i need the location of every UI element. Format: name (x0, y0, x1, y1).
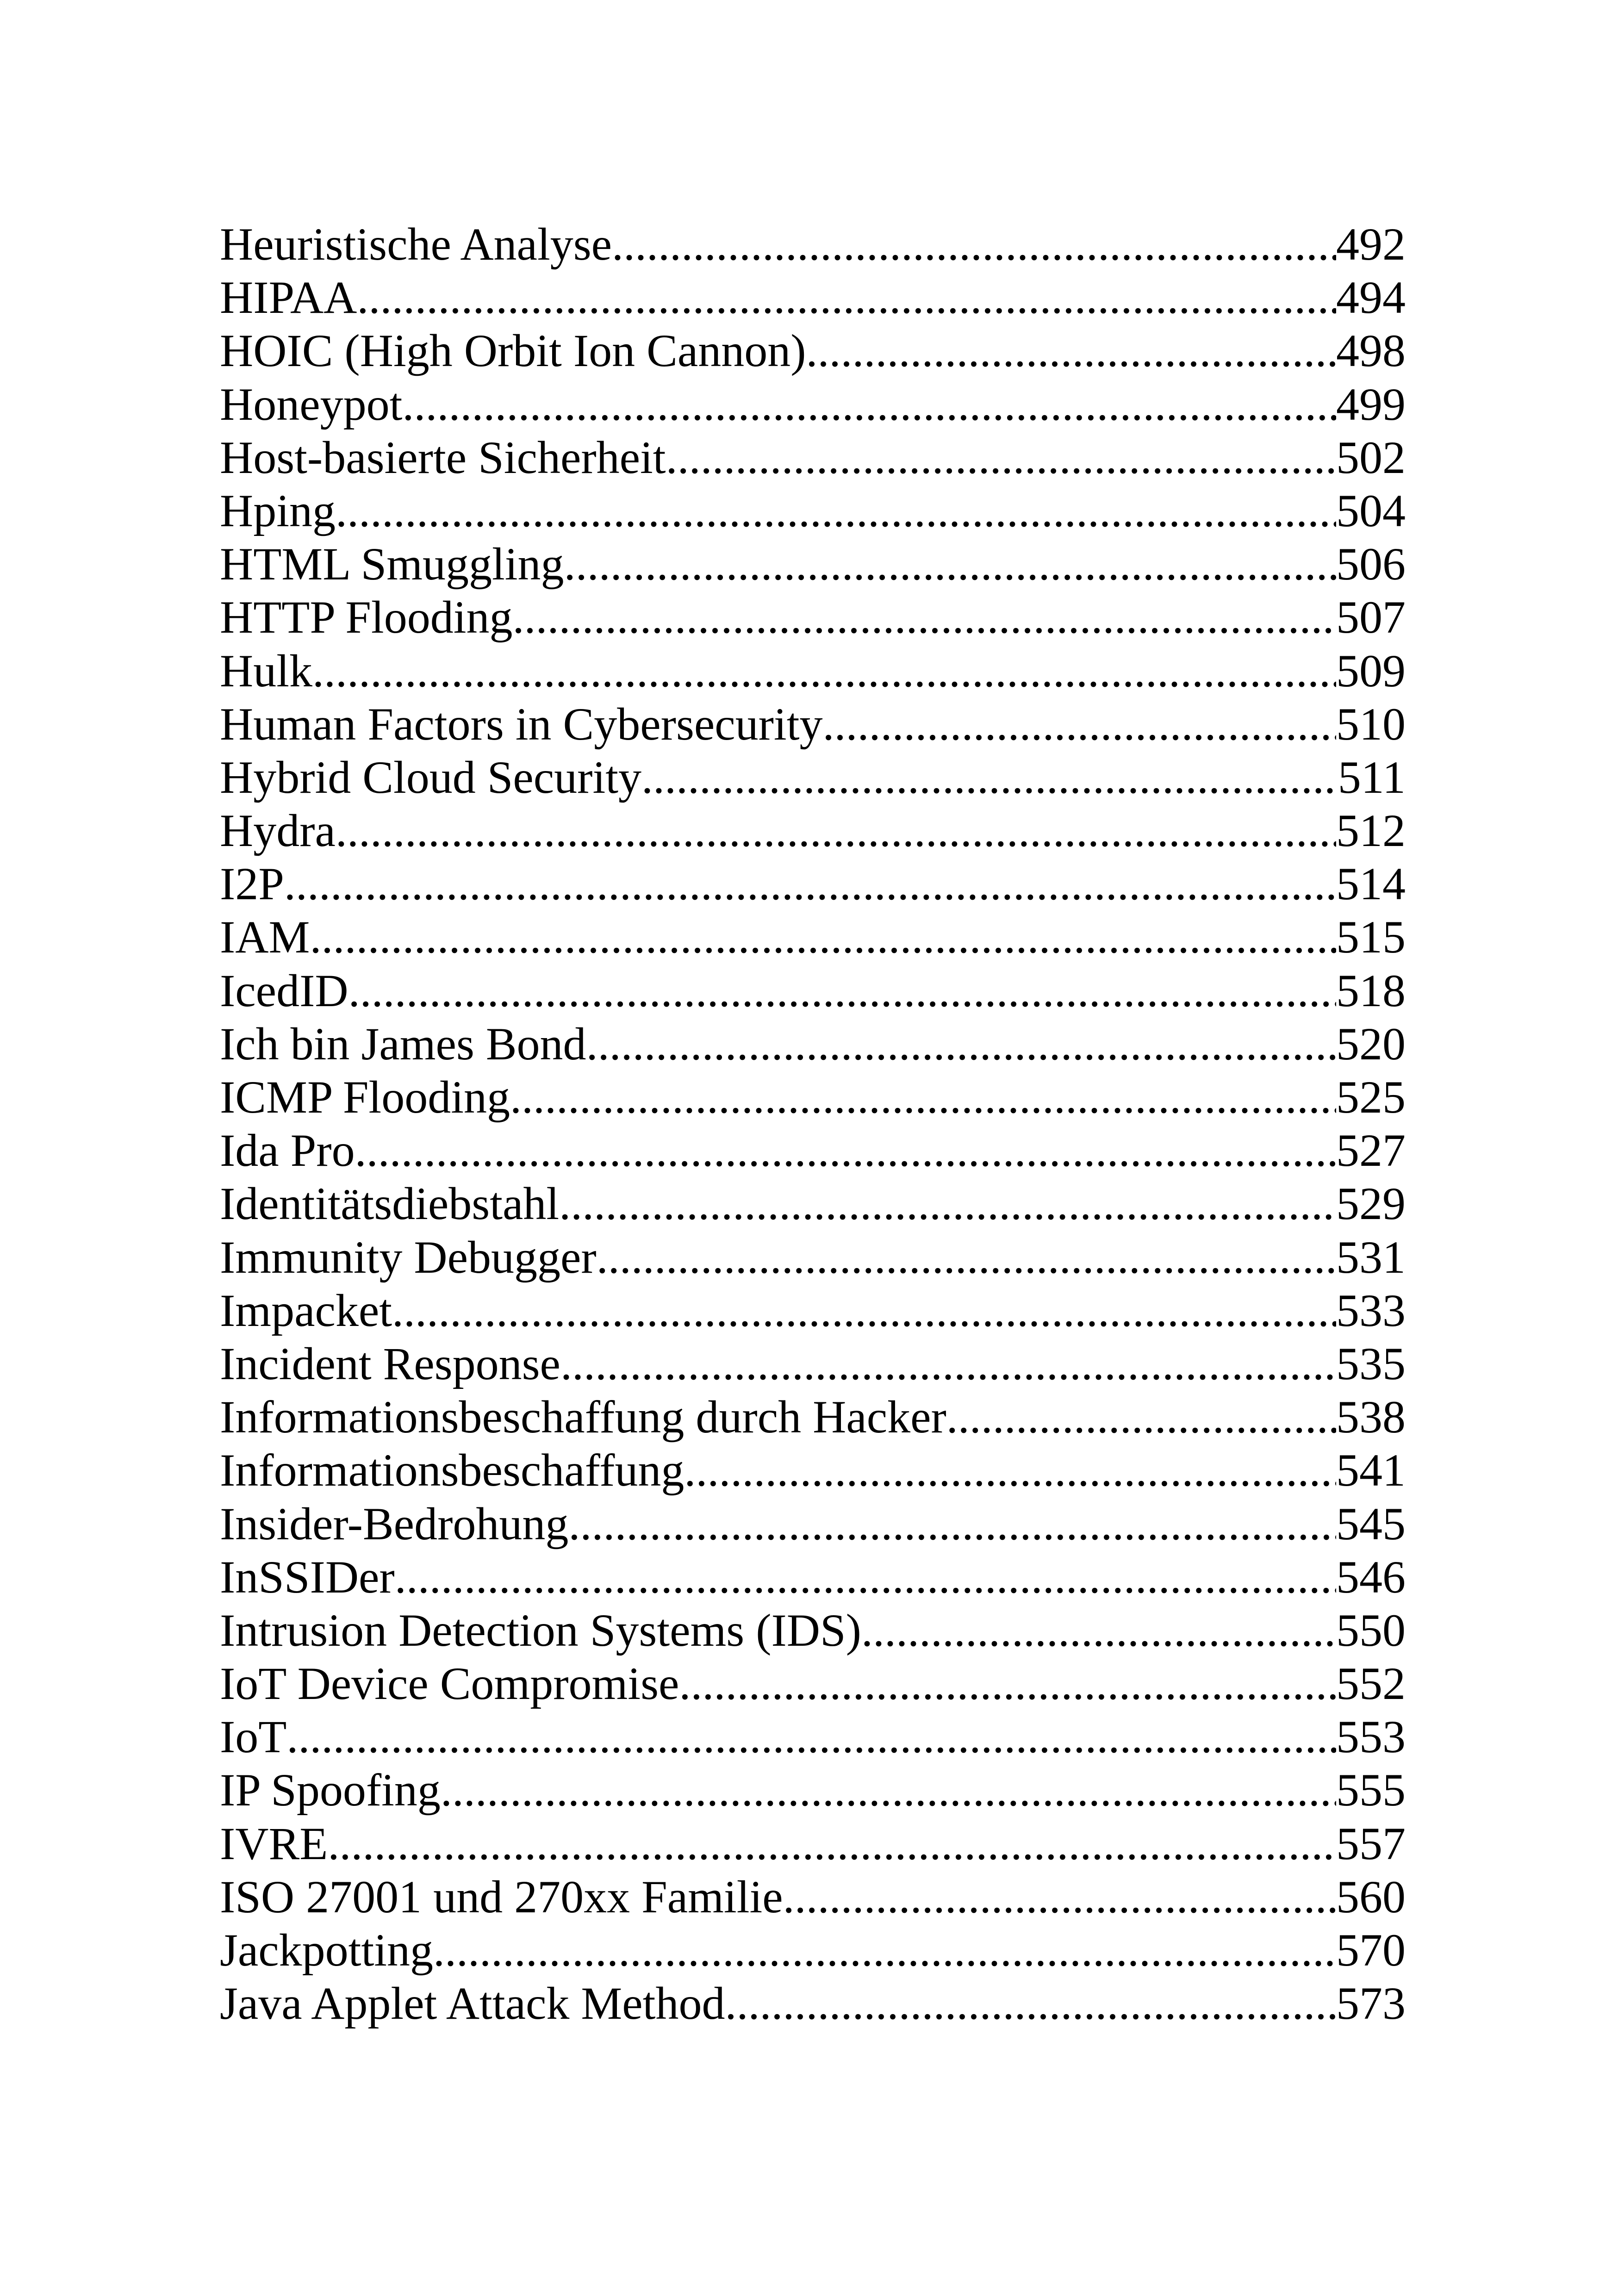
toc-entry-page-number: 520 (1336, 1018, 1406, 1070)
toc-entry-title: Informationsbeschaffung durch Hacker (220, 1391, 946, 1443)
dot-leader (564, 537, 1336, 591)
toc-entry-title: Immunity Debugger (220, 1231, 597, 1283)
toc-entry-page-number: 570 (1336, 1924, 1406, 1976)
toc-entry-page-number: 514 (1336, 858, 1406, 910)
toc-entry-page-number: 531 (1336, 1231, 1406, 1283)
toc-entry-page-number: 498 (1336, 325, 1406, 377)
toc-entry-page-number: 552 (1336, 1658, 1406, 1710)
toc-entry-page-number: 510 (1336, 698, 1406, 750)
toc-entry-title: Heuristische Analyse (220, 218, 612, 270)
toc-entry-title: Insider-Bedrohung (220, 1498, 569, 1549)
toc-entry-title: Jackpotting (220, 1924, 434, 1976)
dot-leader (783, 1870, 1336, 1923)
toc-entry[interactable] (220, 1124, 1406, 1177)
dot-leader (441, 1763, 1336, 1817)
toc-entry[interactable] (220, 484, 1406, 537)
toc-entry-title: Hybrid Cloud Security (220, 751, 642, 803)
toc-entry-title: Ich bin James Bond (220, 1018, 586, 1070)
dot-leader (861, 1604, 1336, 1657)
toc-entry-title: Identitätsdiebstahl (220, 1178, 560, 1230)
toc-entry[interactable] (220, 218, 1406, 271)
dot-leader (284, 857, 1336, 910)
toc-entry-page-number: 494 (1336, 272, 1406, 324)
toc-entry-title: Intrusion Detection Systems (IDS) (220, 1604, 861, 1656)
toc-entry[interactable] (220, 1923, 1406, 1977)
toc-entry-page-number: 557 (1336, 1817, 1406, 1869)
dot-leader (355, 1124, 1336, 1177)
toc-entry-page-number: 529 (1336, 1178, 1406, 1230)
toc-entry-page-number: 560 (1336, 1871, 1406, 1923)
toc-entry-title: Informationsbeschaffung (220, 1444, 685, 1496)
toc-entry[interactable] (220, 1817, 1406, 1870)
toc-entry-title: ISO 27001 und 270xx Familie (220, 1871, 783, 1923)
toc-entry-page-number: 553 (1336, 1711, 1406, 1763)
dot-leader (336, 484, 1336, 537)
toc-entry-title: Impacket (220, 1284, 392, 1336)
toc-entry-page-number: 533 (1336, 1284, 1406, 1336)
toc-entry-title: IP Spoofing (220, 1764, 441, 1816)
toc-entry-title: HTML Smuggling (220, 538, 564, 590)
toc-entry-page-number: 506 (1336, 538, 1406, 590)
dot-leader (612, 218, 1336, 271)
toc-entry[interactable] (220, 751, 1406, 804)
toc-entry[interactable] (220, 1604, 1406, 1657)
toc-entry[interactable] (220, 271, 1406, 324)
toc-entry-page-number: 573 (1336, 1978, 1406, 2029)
toc-entry[interactable] (220, 644, 1406, 697)
toc-entry-title: Hydra (220, 805, 336, 857)
toc-entry-title: IAM (220, 911, 310, 963)
dot-leader (823, 697, 1337, 751)
dot-leader (310, 910, 1336, 964)
dot-leader (357, 271, 1336, 324)
dot-leader (286, 1710, 1336, 1763)
dot-leader (402, 378, 1336, 431)
toc-entry-page-number: 509 (1336, 645, 1406, 697)
toc-entry-page-number: 518 (1336, 964, 1406, 1016)
dot-leader (336, 804, 1336, 857)
dot-leader (806, 324, 1336, 377)
toc-entry[interactable] (220, 910, 1406, 964)
toc-entry-title: HIPAA (220, 272, 357, 324)
toc-entry[interactable] (220, 1177, 1406, 1230)
dot-leader (684, 1444, 1336, 1497)
toc-entry-page-number: 541 (1336, 1444, 1406, 1496)
toc-entry[interactable] (220, 804, 1406, 857)
toc-entry-title: ICMP Flooding (220, 1071, 510, 1123)
toc-entry-page-number: 538 (1336, 1391, 1406, 1443)
toc-entry-page-number: 550 (1336, 1604, 1406, 1656)
toc-entry-page-number: 546 (1336, 1551, 1406, 1603)
toc-entry-title: IoT (220, 1711, 287, 1763)
toc-entry[interactable] (220, 1070, 1406, 1124)
toc-entry-page-number: 499 (1336, 378, 1406, 430)
toc-entry[interactable] (220, 378, 1406, 431)
toc-entry[interactable] (220, 537, 1406, 591)
dot-leader (433, 1923, 1336, 1977)
dot-leader (392, 1284, 1336, 1337)
toc-entry[interactable] (220, 431, 1406, 484)
toc-entry[interactable] (220, 1763, 1406, 1817)
dot-leader (946, 1390, 1336, 1444)
toc-entry[interactable] (220, 1870, 1406, 1923)
toc-entry[interactable] (220, 1284, 1406, 1337)
dot-leader (679, 1657, 1336, 1710)
toc-entry[interactable] (220, 591, 1406, 644)
toc-entry-page-number: 545 (1336, 1498, 1406, 1549)
dot-leader (559, 1177, 1336, 1230)
toc-entry[interactable] (220, 964, 1406, 1017)
toc-entry-title: Hulk (220, 645, 312, 697)
toc-entry-title: Human Factors in Cybersecurity (220, 698, 823, 750)
dot-leader (597, 1231, 1336, 1284)
toc-entry-title: Hping (220, 485, 336, 536)
table-of-contents (220, 218, 1406, 2030)
dot-leader (725, 1977, 1336, 2030)
dot-leader (510, 1070, 1336, 1124)
toc-entry[interactable] (220, 1337, 1406, 1390)
toc-entry[interactable] (220, 1017, 1406, 1070)
toc-entry-title: Incident Response (220, 1338, 560, 1389)
dot-leader (312, 644, 1336, 697)
toc-entry-title: Java Applet Attack Method (220, 1978, 725, 2029)
toc-entry-page-number: 527 (1336, 1125, 1406, 1176)
toc-entry[interactable] (220, 1550, 1406, 1604)
dot-leader (560, 1337, 1336, 1390)
dot-leader (328, 1817, 1336, 1870)
toc-entry-page-number: 525 (1336, 1071, 1406, 1123)
toc-entry-title: Host-basierte Sicherheit (220, 431, 666, 483)
toc-entry-page-number: 535 (1336, 1338, 1406, 1389)
toc-entry-page-number: 515 (1336, 911, 1406, 963)
dot-leader (348, 964, 1336, 1017)
dot-leader (641, 751, 1338, 804)
toc-entry[interactable] (220, 1231, 1406, 1284)
toc-entry-title: IcedID (220, 964, 348, 1016)
toc-entry[interactable] (220, 857, 1406, 910)
toc-entry-title: HOIC (High Orbit Ion Cannon) (220, 325, 806, 377)
toc-entry-page-number: 502 (1336, 431, 1406, 483)
toc-entry-page-number: 507 (1336, 591, 1406, 643)
toc-entry-page-number: 512 (1336, 805, 1406, 857)
toc-entry-title: IVRE (220, 1817, 328, 1869)
toc-entry-title: I2P (220, 858, 284, 910)
toc-entry[interactable] (220, 1390, 1406, 1444)
toc-entry[interactable] (220, 324, 1406, 377)
toc-entry-title: Honeypot (220, 378, 403, 430)
toc-entry-title: IoT Device Compromise (220, 1658, 679, 1710)
dot-leader (512, 591, 1336, 644)
toc-entry-title: Ida Pro (220, 1125, 355, 1176)
toc-entry[interactable] (220, 697, 1406, 751)
toc-entry-title: HTTP Flooding (220, 591, 513, 643)
dot-leader (395, 1550, 1336, 1604)
dot-leader (568, 1497, 1336, 1550)
toc-entry-page-number: 504 (1336, 485, 1406, 536)
toc-entry[interactable] (220, 1444, 1406, 1497)
toc-entry-page-number: 511 (1338, 751, 1406, 803)
toc-entry-page-number: 555 (1336, 1764, 1406, 1816)
toc-entry-title: InSSIDer (220, 1551, 395, 1603)
toc-entry[interactable] (220, 1497, 1406, 1550)
toc-entry[interactable] (220, 1977, 1406, 2030)
toc-entry[interactable] (220, 1710, 1406, 1763)
toc-entry-page-number: 492 (1336, 218, 1406, 270)
dot-leader (666, 431, 1336, 484)
dot-leader (586, 1017, 1336, 1070)
toc-entry[interactable] (220, 1657, 1406, 1710)
